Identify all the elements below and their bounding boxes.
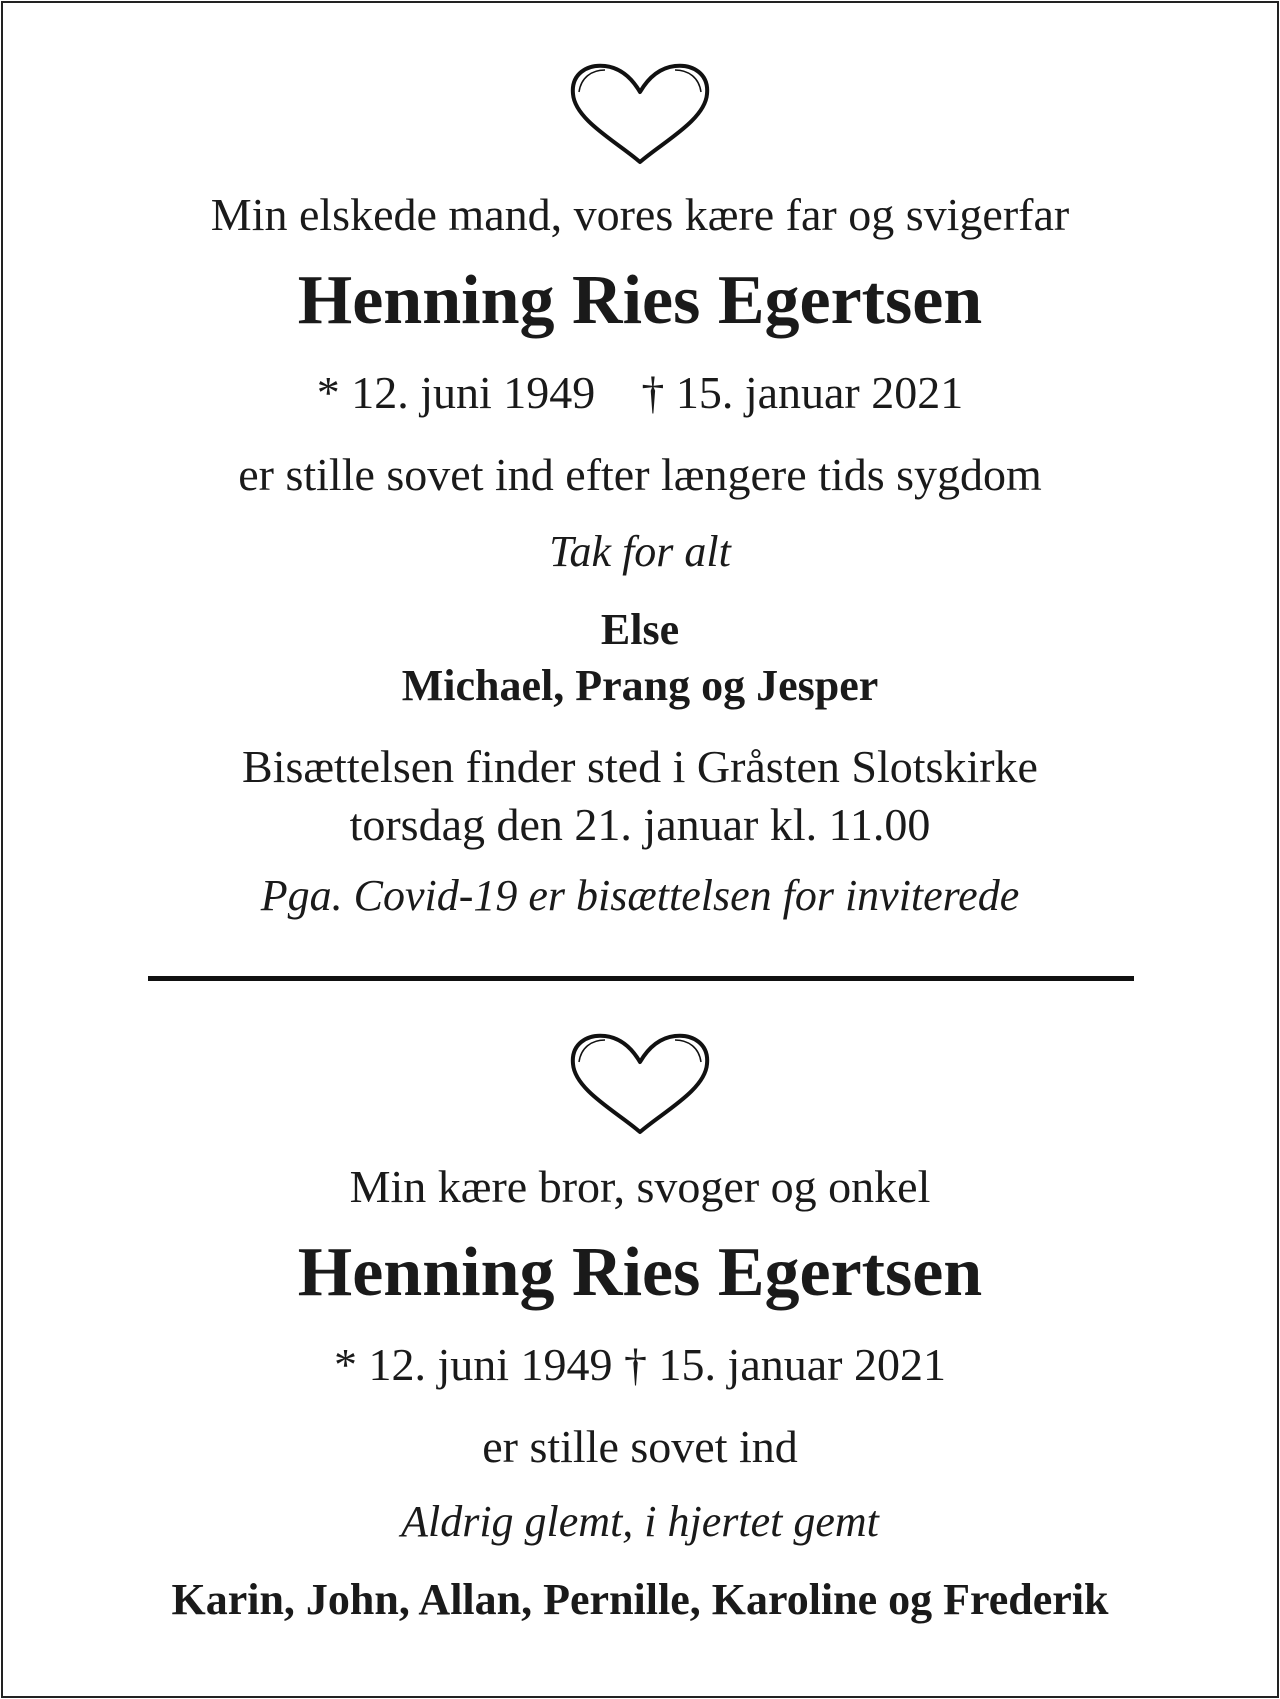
birth-date: * 12. juni 1949	[316, 367, 596, 418]
section-divider	[148, 976, 1134, 981]
deceased-name: Henning Ries Egertsen	[297, 262, 983, 339]
signer-children: Michael, Prang og Jesper	[401, 661, 879, 710]
life-dates: * 12. juni 1949 † 15. januar 2021	[334, 1339, 946, 1390]
intro-text: Min kære bror, svoger og onkel	[349, 1161, 931, 1212]
death-message: er stille sovet ind	[482, 1421, 798, 1472]
death-date: † 15. januar 2021	[641, 367, 964, 418]
heart-outline-icon	[567, 1032, 713, 1136]
covid-notice: Pga. Covid-19 er bisættelsen for inviterede	[260, 871, 1020, 920]
farewell-text: Tak for alt	[549, 527, 731, 576]
farewell-text: Aldrig glemt, i hjertet gemt	[401, 1497, 879, 1546]
deceased-name: Henning Ries Egertsen	[297, 1234, 983, 1311]
ceremony-location: Bisættelsen finder sted i Gråsten Slotskirke	[242, 741, 1038, 792]
signers: Karin, John, Allan, Pernille, Karoline og Frederik	[171, 1575, 1109, 1624]
death-message: er stille sovet ind efter længere tids sygdom	[238, 449, 1042, 500]
ceremony-time: torsdag den 21. januar kl. 11.00	[349, 799, 931, 850]
life-dates	[0, 367, 1280, 418]
heart-outline-icon	[567, 62, 713, 166]
intro-text: Min elskede mand, vores kære far og svigerfar	[210, 189, 1070, 240]
signer-primary: Else	[600, 605, 680, 654]
